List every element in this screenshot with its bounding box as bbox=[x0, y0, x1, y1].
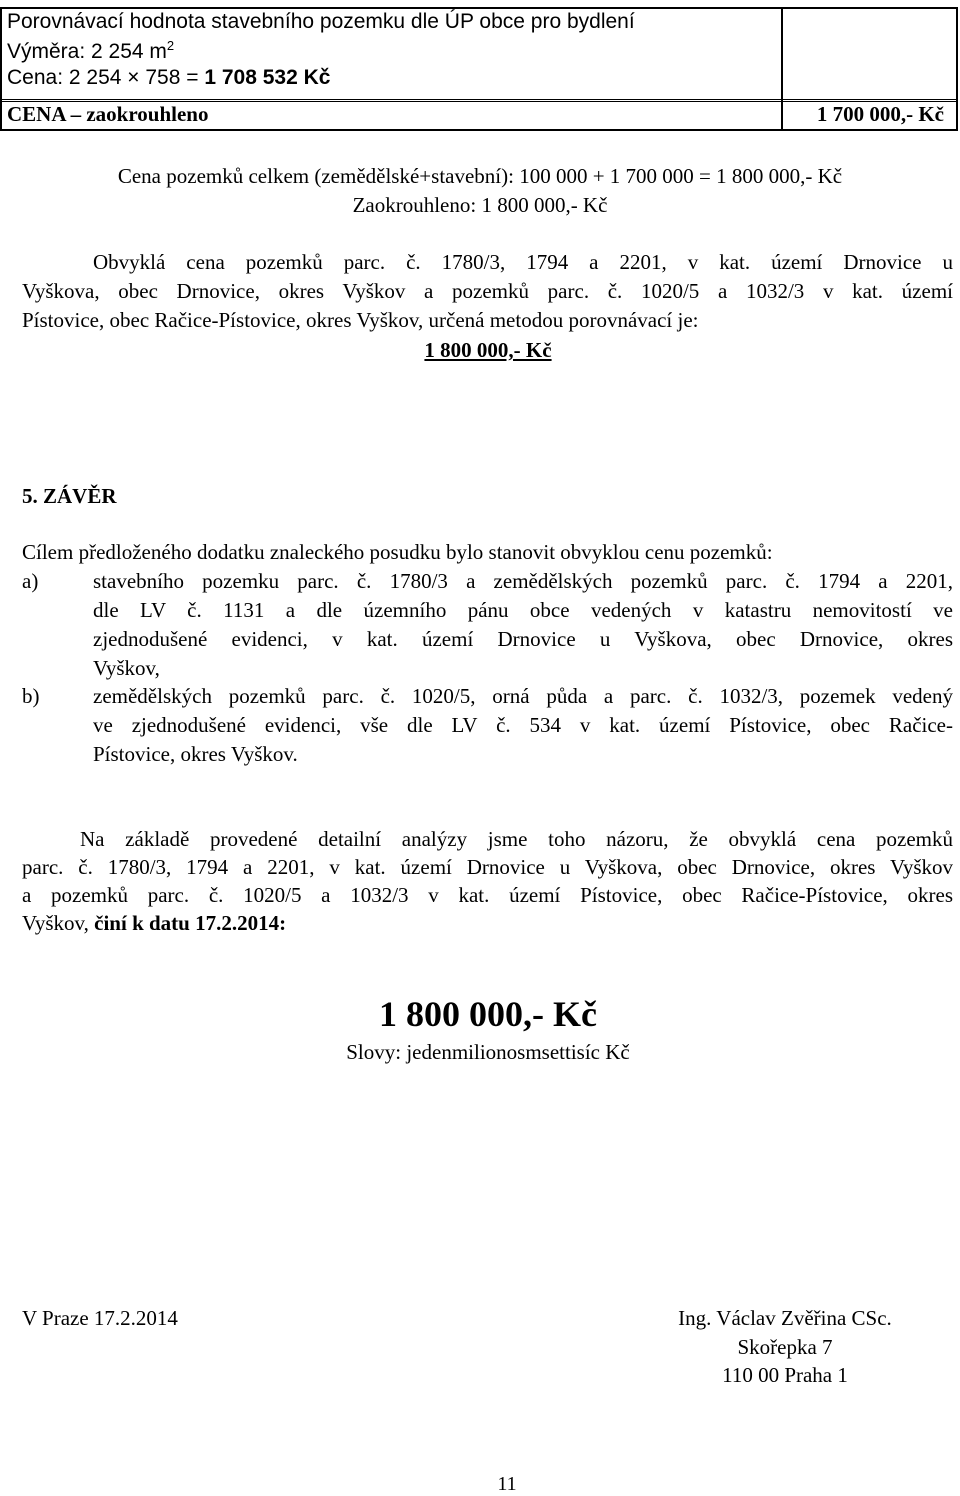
conclusion-intro: Cílem předloženého dodatku znaleckého posudku bylo stanovit obvyklou cenu pozemků: bbox=[22, 540, 773, 564]
table-row-price: Cena: 2 254 × 758 = 1 708 532 Kč bbox=[7, 66, 331, 89]
usual-price-value: 1 800 000,- Kč bbox=[424, 338, 552, 362]
table-divider-vertical bbox=[781, 9, 783, 129]
result-line-4: Vyškov, činí k datu 17.2.2014: bbox=[22, 911, 287, 935]
list-item-a-line-3: zjednodušené evidenci, v kat. území Drnovice u Vyškova, obec Drnovice, okres bbox=[93, 627, 953, 651]
usual-price-line-3: Pístovice, obec Račice-Pístovice, okres Vyškov, určená metodou porovnávací je: bbox=[22, 308, 699, 332]
list-marker-a: a) bbox=[22, 569, 39, 593]
list-item-a-line-2: dle LV č. 1131 a dle územního pánu obce vedených v katastru nemovitostí ve bbox=[93, 598, 953, 622]
table-row-area: Výměra: 2 254 $m^2$ bbox=[7, 38, 175, 63]
signatory-street: Skořepka 7 bbox=[737, 1335, 833, 1359]
section-heading: 5. ZÁVĚR bbox=[22, 484, 117, 508]
table-row-title: Porovnávací hodnota stavebního pozemku dle ÚP obce pro bydlení bbox=[7, 10, 635, 33]
signatory-name: Ing. Václav Zvěřina CSc. bbox=[678, 1306, 892, 1330]
summary-total: Cena pozemků celkem (zemědělské+stavební): 100 000 + 1 700 000 = 1 800 000,- Kč bbox=[117, 164, 843, 188]
page-number: 11 bbox=[497, 1473, 517, 1495]
usual-price-line-2: Vyškova, obec Drnovice, okres Vyškov a pozemků parc. č. 1020/5 a 1032/3 v kat. území bbox=[22, 279, 953, 303]
table-rounded-label: CENA – zaokrouhleno bbox=[7, 102, 209, 126]
table-rounded-value: 1 700 000,- Kč bbox=[816, 102, 944, 126]
list-marker-b: b) bbox=[22, 684, 40, 708]
signatory-city: 110 00 Praha 1 bbox=[722, 1363, 848, 1387]
list-item-b-line-2: ve zjednodušené evidenci, vše dle LV č. 534 v kat. území Pístovice, obec Račice- bbox=[93, 713, 953, 737]
final-value: 1 800 000,- Kč bbox=[379, 994, 597, 1034]
result-line-1: Na základě provedené detailní analýzy jsme toho názoru, že obvyklá cena pozemků bbox=[80, 827, 953, 851]
final-value-words: Slovy: jedenmilionosmsettisíc Kč bbox=[346, 1040, 630, 1064]
list-item-a-line-1: stavebního pozemku parc. č. 1780/3 a zemědělských pozemků parc. č. 1794 a 2201, bbox=[93, 569, 953, 593]
list-item-a-line-4: Vyškov, bbox=[93, 656, 160, 680]
summary-rounded: Zaokrouhleno: 1 800 000,- Kč bbox=[352, 193, 608, 217]
list-item-b-line-3: Pístovice, okres Vyškov. bbox=[93, 742, 298, 766]
place-date: V Praze 17.2.2014 bbox=[22, 1306, 178, 1330]
result-line-2: parc. č. 1780/3, 1794 a 2201, v kat. území Drnovice u Vyškova, obec Drnovice, okres Vyškov bbox=[22, 855, 953, 879]
result-line-3: a pozemků parc. č. 1020/5 a 1032/3 v kat. území Pístovice, obec Račice-Pístovice, okres bbox=[22, 883, 953, 907]
list-item-b-line-1: zemědělských pozemků parc. č. 1020/5, orná půda a parc. č. 1032/3, pozemek vedený bbox=[93, 684, 953, 708]
usual-price-line-1: Obvyklá cena pozemků parc. č. 1780/3, 1794 a 2201, v kat. území Drnovice u bbox=[93, 250, 953, 274]
